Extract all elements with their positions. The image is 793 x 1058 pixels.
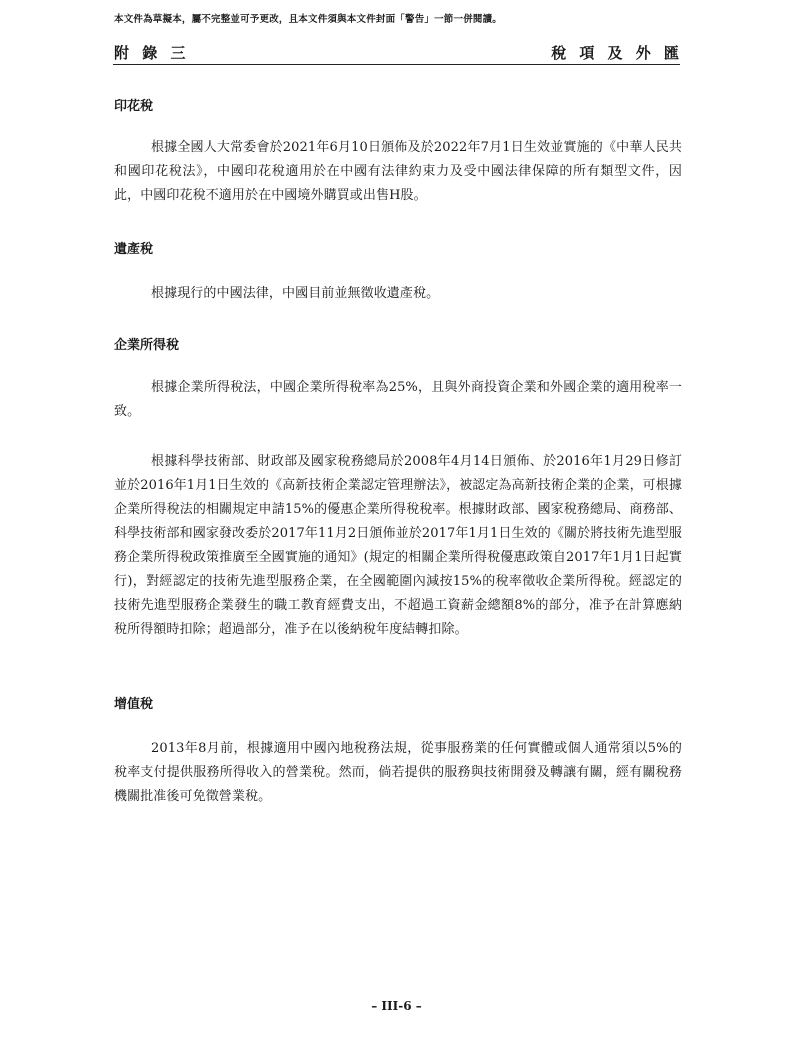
paragraph-enterprise-income-tax-preferential: 根據科學技術部、財政部及國家稅務總局於2008年4月14日頒佈、於2016年1月29日修訂並於2016年1月1日生效的《高新技術企業認定管理辦法》，被認定為高新技術企業的企業，可根據企業所得稅法的相關規定申請15%的優惠企業所得稅稅率。根據財政部、國家稅務總局、商務部、科學技術部和國家發改委於2017年11月2日頒佈並於2017年1月1日生效的《關於將技術先進型服務企業所得稅政策推廣至全國實施的通知》(規定的相關企業所得稅優惠政策自2017年1月1日起實行)，對經認定的技術先進型服務企業，在全國範圍內減按15%的稅率徵收企業所得稅。經認定的技術先進型服務企業發生的職工教育經費支出，不超過工資薪金總額8%的部分，准予在計算應納稅所得額時扣除；超過部分，准予在以後納稅年度結轉扣除。	[114, 454, 682, 637]
paragraph-estate-duty: 根據現行的中國法律，中國目前並無徵收遺產稅。	[151, 286, 440, 301]
appendix-label: 附 錄 三	[114, 44, 190, 62]
page-header	[113, 38, 683, 65]
section-heading-estate-duty: 遺產稅	[114, 242, 154, 257]
paragraph-value-added-tax: 2013年8月前，根據適用中國內地稅務法規，從事服務業的任何實體或個人通常須以5%的稅率支付提供服務所得收入的營業稅。然而，倘若提供的服務與技術開發及轉讓有關，經有關稅務機關批准後可免徵營業稅。	[114, 741, 682, 804]
paragraph-stamp-duty: 根據全國人大常委會於2021年6月10日頒佈及於2022年7月1日生效並實施的《中華人民共和國印花稅法》，中國印花稅適用於在中國有法律約束力及受中國法律保障的所有類型文件，因此，中國印花稅不適用於在中國境外購買或出售H股。	[114, 140, 682, 203]
section-heading-enterprise-income-tax: 企業所得稅	[114, 338, 180, 353]
paragraph-enterprise-income-tax-rate: 根據企業所得稅法，中國企業所得稅率為25%，且與外商投資企業和外國企業的適用稅率一致。	[114, 380, 682, 419]
section-heading-value-added-tax: 增值稅	[114, 697, 154, 712]
draft-notice: 本文件為草擬本，屬不完整並可予更改，且本文件須與本文件封面「警告」一節一併閱讀。	[114, 14, 503, 25]
page-number: – III-6 –	[371, 999, 422, 1013]
appendix-title: 稅 項 及 外 匯	[551, 44, 683, 62]
section-heading-stamp-duty: 印花稅	[114, 99, 154, 114]
